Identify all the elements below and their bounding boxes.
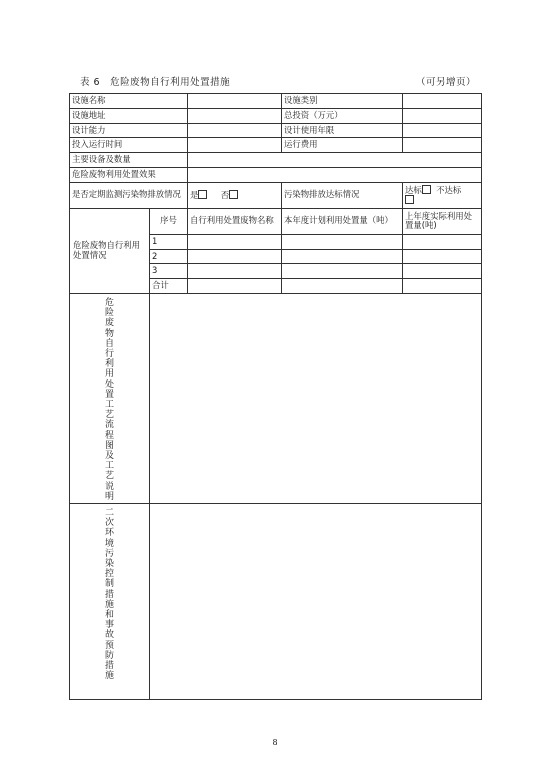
row-disposal-effect: [70, 167, 482, 182]
col-name-header: 自行利用处置废物名称: [188, 208, 282, 234]
table-header: [70, 74, 480, 90]
disposal-form-table: [69, 93, 482, 700]
process-section-label: [70, 293, 150, 503]
waste-name-cell[interactable]: [188, 264, 282, 279]
facility-address-value[interactable]: [188, 108, 282, 123]
row-monitoring: [70, 182, 482, 208]
facility-category-label: 设施类别: [282, 94, 403, 109]
waste-name-cell[interactable]: [188, 249, 282, 264]
total-name-cell[interactable]: [188, 279, 282, 294]
row-facility-name: [70, 94, 482, 109]
design-life-value[interactable]: [403, 123, 482, 138]
row-commission-time: [70, 138, 482, 153]
facility-name-value[interactable]: [188, 94, 282, 109]
noncompliant-label: 不达标: [436, 184, 462, 195]
noncompliant-checkbox[interactable]: [405, 195, 414, 204]
row-design-capacity: [70, 123, 482, 138]
facility-address-label: 设施地址: [70, 108, 188, 123]
seq-cell: 1: [150, 234, 188, 249]
actual-qty-cell[interactable]: [403, 234, 482, 249]
row-main-equipment: [70, 153, 482, 168]
row-facility-address: [70, 108, 482, 123]
compliant-label: 达标: [405, 184, 422, 195]
total-planned-cell[interactable]: [282, 279, 403, 294]
main-equipment-value[interactable]: [188, 153, 482, 168]
disposal-header-row: [70, 208, 482, 234]
pollution-label-text: 二次环境污染控制措施和事故预防措施: [104, 508, 114, 682]
actual-qty-cell[interactable]: [403, 249, 482, 264]
waste-name-cell[interactable]: [188, 234, 282, 249]
planned-qty-cell[interactable]: [282, 234, 403, 249]
col-actual-header: 上年度实际利用处置量(吨): [403, 208, 482, 234]
design-capacity-label: 设计能力: [70, 123, 188, 138]
col-planned-header: 本年度计划利用处置量（吨）: [282, 208, 403, 234]
seq-cell: 2: [150, 249, 188, 264]
planned-qty-cell[interactable]: [282, 249, 403, 264]
facility-category-value[interactable]: [403, 94, 482, 109]
seq-cell: 3: [150, 264, 188, 279]
process-content-area[interactable]: [150, 293, 482, 503]
page-number: 8: [272, 738, 278, 747]
pollution-section-row: [70, 504, 482, 700]
compliance-question: 污染物排放达标情况: [282, 182, 403, 208]
commission-time-label: 投入运行时间: [70, 138, 188, 153]
no-checkbox[interactable]: [229, 190, 238, 199]
operating-cost-label: 运行费用: [282, 138, 403, 153]
design-capacity-value[interactable]: [188, 123, 282, 138]
total-investment-label: 总投资（万元）: [282, 108, 403, 123]
yes-checkbox[interactable]: [198, 190, 207, 199]
commission-time-value[interactable]: [188, 138, 282, 153]
yes-label: 是: [190, 189, 199, 200]
compliance-answer: [403, 182, 482, 208]
pollution-section-label: [70, 504, 150, 700]
extra-page-note: （可另增页）: [415, 77, 476, 88]
disposal-effect-label: 危险废物利用处置效果: [70, 167, 188, 182]
no-label: 否: [220, 189, 230, 200]
total-actual-cell[interactable]: [403, 279, 482, 294]
disposal-effect-value[interactable]: [188, 167, 482, 182]
facility-name-label: 设施名称: [70, 94, 188, 109]
monitoring-question: 是否定期监测污染物排放情况: [70, 182, 188, 208]
process-section-row: [70, 293, 482, 503]
process-label-text: 危险废物自行利用处置工艺流程图及工艺说明: [104, 297, 114, 502]
actual-qty-cell[interactable]: [403, 264, 482, 279]
planned-qty-cell[interactable]: [282, 264, 403, 279]
total-label: 合计: [150, 279, 188, 294]
disposal-section-label: 危险废物自行利用处置情况: [70, 208, 150, 293]
total-investment-value[interactable]: [403, 108, 482, 123]
table-title: [80, 74, 230, 88]
main-equipment-label: 主要设备及数量: [70, 153, 188, 168]
monitoring-answer: [188, 182, 282, 208]
operating-cost-value[interactable]: [403, 138, 482, 153]
table-label: 表 6: [80, 77, 101, 88]
col-seq-header: 序号: [150, 208, 188, 234]
pollution-content-area[interactable]: [150, 504, 482, 700]
table-title-text: 危险废物自行利用处置措施: [110, 77, 231, 88]
compliant-checkbox[interactable]: [422, 185, 431, 194]
design-life-label: 设计使用年限: [282, 123, 403, 138]
